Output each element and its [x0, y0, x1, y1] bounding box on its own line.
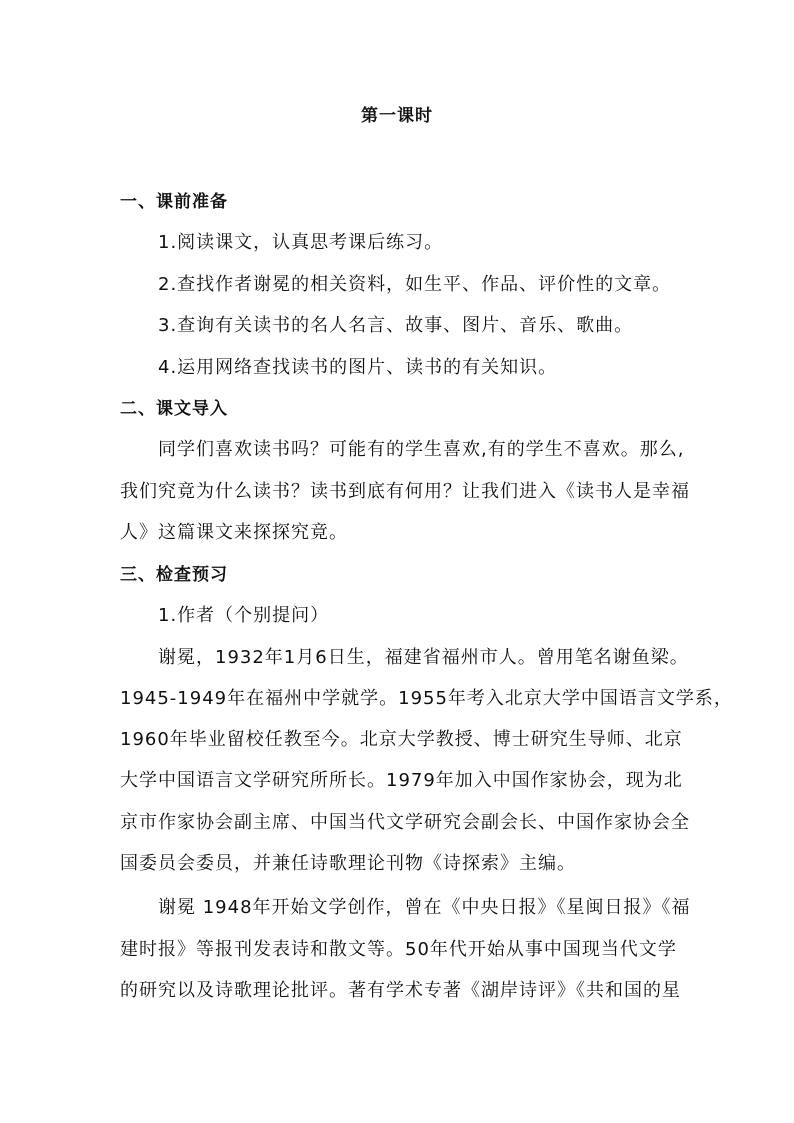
paragraph-line: 我们究竟为什么读书？读书到底有何用？让我们进入《读书人是幸福: [120, 481, 690, 502]
paragraph-line: 人》这篇课文来探探究竟。: [120, 522, 348, 543]
paragraph-line: 京市作家协会副主席、中国当代文学研究会副会长、中国作家协会全: [120, 812, 690, 833]
paragraph-line: 国委员会委员，并兼任诗歌理论刊物《诗探索》主编。: [120, 853, 576, 874]
page-title: 第一课时: [361, 106, 433, 126]
list-item: 4.运用网络查找读书的图片、读书的有关知识。: [158, 357, 558, 378]
section-heading-preparation: 一、课前准备: [120, 192, 228, 212]
paragraph-line: 谢冕 1948年开始文学创作，曾在《中央日报》《星闽日报》《福: [158, 897, 691, 918]
paragraph-line: 同学们喜欢读书吗？可能有的学生喜欢,有的学生不喜欢。那么,: [158, 439, 685, 460]
list-item: 3.查询有关读书的名人名言、故事、图片、音乐、歌曲。: [158, 315, 634, 336]
paragraph-line: 谢冕，1932年1月6日生，福建省福州市人。曾用笔名谢鱼梁。: [158, 647, 689, 668]
section-heading-preview-check: 三、检查预习: [120, 565, 228, 585]
paragraph-line: 建时报》等报刊发表诗和散文等。50年代开始从事中国现当代文学: [120, 939, 677, 960]
paragraph-line: 大学中国语言文学研究所所长。1979年加入中国作家协会，现为北: [120, 770, 683, 791]
list-item: 2.查找作者谢冕的相关资料，如生平、作品、评价性的文章。: [158, 274, 672, 295]
paragraph-line: 的研究以及诗歌理论批评。著有学术专著《湖岸诗评》《共和国的星: [120, 980, 681, 1001]
sub-heading-author: 1.作者（个别提问）: [158, 605, 330, 626]
paragraph-line: 1960年毕业留校任教至今。北京大学教授、博士研究生导师、北京: [120, 729, 683, 750]
paragraph-line: 1945-1949年在福州中学就学。1955年考入北京大学中国语言文学系，: [120, 688, 733, 709]
list-item: 1.阅读课文，认真思考课后练习。: [158, 232, 444, 253]
section-heading-introduction: 二、课文导入: [120, 399, 228, 419]
